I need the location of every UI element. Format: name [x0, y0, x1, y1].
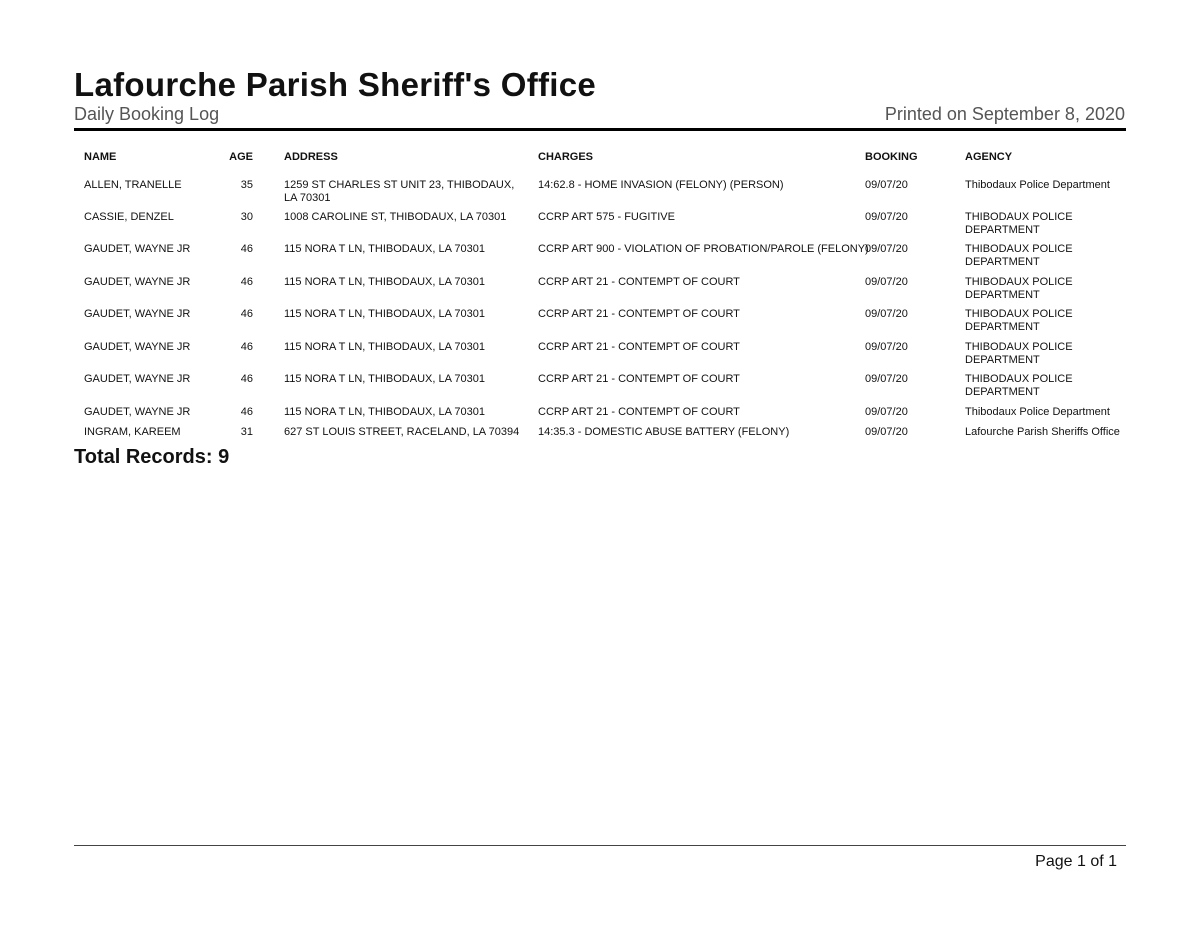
cell-age: 46 — [240, 308, 253, 320]
cell-name: GAUDET, WAYNE JR — [84, 406, 191, 418]
cell-booking: 09/07/20 — [865, 211, 908, 223]
cell-age: 46 — [240, 243, 253, 255]
cell-address: 115 NORA T LN, THIBODAUX, LA 70301 — [284, 341, 485, 353]
cell-booking: 09/07/20 — [865, 373, 908, 385]
cell-charges: CCRP ART 21 - CONTEMPT OF COURT — [538, 308, 740, 320]
printed-date: Printed on September 8, 2020 — [884, 104, 1125, 124]
cell-address: 115 NORA T LN, THIBODAUX, LA 70301 — [284, 373, 485, 385]
cell-charges: CCRP ART 21 - CONTEMPT OF COURT — [538, 373, 740, 385]
cell-name: ALLEN, TRANELLE — [84, 179, 182, 191]
page-title: Lafourche Parish Sheriff's Office — [74, 66, 597, 103]
cell-agency: THIBODAUX POLICE DEPARTMENT — [965, 373, 1073, 398]
cell-address: 115 NORA T LN, THIBODAUX, LA 70301 — [284, 406, 485, 418]
cell-agency: THIBODAUX POLICE DEPARTMENT — [965, 243, 1073, 268]
cell-name: GAUDET, WAYNE JR — [84, 341, 191, 353]
cell-charges: CCRP ART 575 - FUGITIVE — [538, 211, 675, 223]
cell-address: 1008 CAROLINE ST, THIBODAUX, LA 70301 — [284, 211, 507, 223]
column-header-name: NAME — [84, 151, 117, 163]
cell-address: 115 NORA T LN, THIBODAUX, LA 70301 — [284, 308, 485, 320]
cell-name: INGRAM, KAREEM — [84, 426, 181, 438]
cell-name: CASSIE, DENZEL — [84, 211, 174, 223]
cell-agency: THIBODAUX POLICE DEPARTMENT — [965, 276, 1073, 301]
report-subtitle: Daily Booking Log — [74, 104, 220, 124]
column-header-address: ADDRESS — [284, 151, 338, 163]
cell-charges: 14:62.8 - HOME INVASION (FELONY) (PERSON) — [538, 179, 784, 191]
cell-agency: THIBODAUX POLICE DEPARTMENT — [965, 341, 1073, 366]
cell-charges: CCRP ART 21 - CONTEMPT OF COURT — [538, 341, 740, 353]
column-header-age: AGE — [229, 151, 253, 163]
cell-address: 115 NORA T LN, THIBODAUX, LA 70301 — [284, 276, 485, 288]
cell-name: GAUDET, WAYNE JR — [84, 373, 191, 385]
cell-age: 46 — [240, 373, 253, 385]
cell-age: 46 — [240, 276, 253, 288]
footer-divider — [74, 845, 1126, 846]
page-number: Page 1 of 1 — [1035, 853, 1117, 870]
cell-name: GAUDET, WAYNE JR — [84, 276, 191, 288]
cell-name: GAUDET, WAYNE JR — [84, 308, 191, 320]
cell-booking: 09/07/20 — [865, 243, 908, 255]
cell-booking: 09/07/20 — [865, 426, 908, 438]
cell-address: 627 ST LOUIS STREET, RACELAND, LA 70394 — [284, 426, 520, 438]
cell-charges: CCRP ART 21 - CONTEMPT OF COURT — [538, 406, 740, 418]
cell-age: 31 — [240, 426, 253, 438]
cell-booking: 09/07/20 — [865, 406, 908, 418]
column-header-booking: BOOKING — [865, 151, 918, 163]
cell-address: 115 NORA T LN, THIBODAUX, LA 70301 — [284, 243, 485, 255]
cell-booking: 09/07/20 — [865, 179, 908, 191]
cell-booking: 09/07/20 — [865, 341, 908, 353]
cell-agency: Lafourche Parish Sheriffs Office — [965, 426, 1120, 438]
cell-agency: THIBODAUX POLICE DEPARTMENT — [965, 308, 1073, 333]
cell-agency: Thibodaux Police Department — [965, 406, 1110, 418]
cell-age: 46 — [240, 341, 253, 353]
column-header-charges: CHARGES — [538, 151, 594, 163]
cell-booking: 09/07/20 — [865, 276, 908, 288]
cell-agency: Thibodaux Police Department — [965, 179, 1110, 191]
header-divider — [74, 128, 1126, 131]
cell-address: 1259 ST CHARLES ST UNIT 23, THIBODAUX, LA 70301 — [284, 179, 515, 204]
cell-charges: 14:35.3 - DOMESTIC ABUSE BATTERY (FELONY) — [538, 426, 790, 438]
cell-charges: CCRP ART 900 - VIOLATION OF PROBATION/PAROLE (FELONY) — [538, 243, 869, 255]
column-header-agency: AGENCY — [965, 151, 1013, 163]
cell-booking: 09/07/20 — [865, 308, 908, 320]
cell-age: 30 — [240, 211, 253, 223]
cell-agency: THIBODAUX POLICE DEPARTMENT — [965, 211, 1073, 236]
total-records: Total Records: 9 — [74, 446, 230, 468]
cell-age: 46 — [240, 406, 253, 418]
cell-charges: CCRP ART 21 - CONTEMPT OF COURT — [538, 276, 740, 288]
cell-age: 35 — [240, 179, 253, 191]
cell-name: GAUDET, WAYNE JR — [84, 243, 191, 255]
